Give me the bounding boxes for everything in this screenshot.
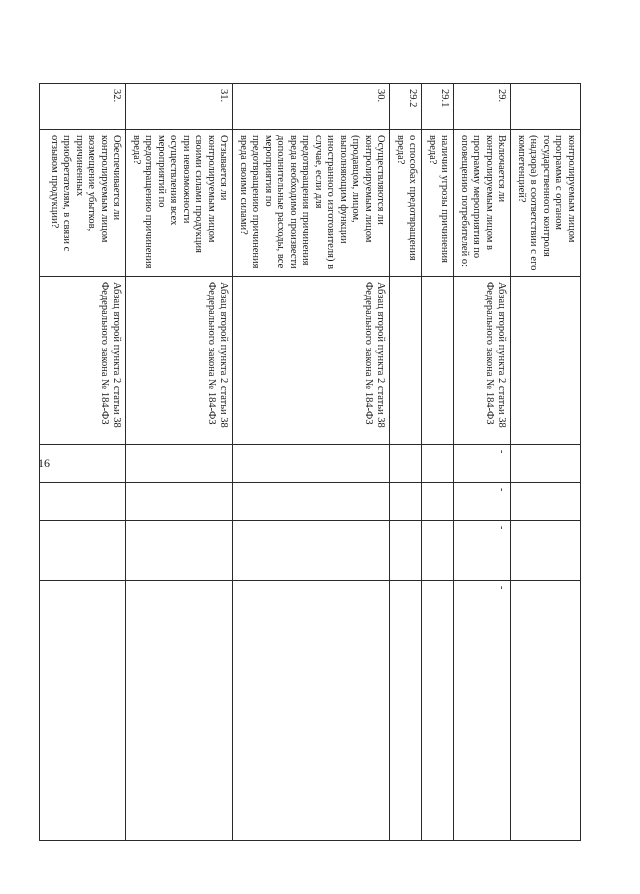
note-cell	[40, 581, 126, 841]
reference-cell	[422, 277, 454, 445]
question-cell: о способах предотвращения вреда?	[390, 130, 422, 277]
answer-yes-cell: -	[454, 445, 511, 483]
row-number	[511, 84, 581, 130]
answer-no-cell	[422, 483, 454, 521]
answer-na-cell: -	[454, 521, 511, 581]
row-number: 32.	[40, 84, 126, 130]
table-row	[233, 84, 390, 841]
answer-no-cell	[511, 483, 581, 521]
answer-na-cell	[422, 521, 454, 581]
answer-yes-cell	[40, 445, 126, 483]
reference-cell: Абзац второй пункта 2 статьи 38 Федерального закона № 184-ФЗ	[233, 277, 390, 445]
rotated-checklist-table	[49, 83, 581, 840]
note-cell	[511, 581, 581, 841]
question-cell: наличии угрозы причинения вреда?	[422, 130, 454, 277]
reference-cell	[390, 277, 422, 445]
note-cell	[390, 581, 422, 841]
answer-yes-cell	[390, 445, 422, 483]
table-row	[454, 84, 511, 841]
note-cell	[422, 581, 454, 841]
checklist-table	[40, 83, 582, 841]
answer-na-cell	[511, 521, 581, 581]
question-cell: Осуществляются ли контролируемым лицом (продавцом, лицом, выполняющим функции иностранного изготовителя) в случае, если для предотвращения причинения вреда необходимо произвести дополнительные расходы, все мероприятия по предотвращению причинения вреда своими силами?	[233, 130, 390, 277]
question-cell: контролируемым лицом программа с органом государственного контроля (надзора) в соответствии с его компетенцией?	[511, 130, 581, 277]
question-cell: Включается ли контролируемым лицом в программу мероприятия по оповещению потребителей о:	[454, 130, 511, 277]
row-number: 31.	[126, 84, 233, 130]
note-cell	[233, 581, 390, 841]
table-row	[126, 84, 233, 841]
row-number: 29.1	[422, 84, 454, 130]
table-row	[40, 84, 126, 841]
answer-na-cell	[390, 521, 422, 581]
answer-no-cell	[233, 483, 390, 521]
answer-yes-cell	[233, 445, 390, 483]
table-row	[390, 84, 422, 841]
answer-yes-cell	[511, 445, 581, 483]
table-row	[511, 84, 581, 841]
answer-yes-cell	[422, 445, 454, 483]
question-cell: Обеспечивается ли контролируемым лицом возмещение убытков, причиненных приобретателям, в связи с отзывом продукции?	[40, 130, 126, 277]
reference-cell: Абзац второй пункта 2 статьи 38 Федерального закона № 184-ФЗ	[40, 277, 126, 445]
answer-no-cell	[126, 483, 233, 521]
answer-na-cell	[126, 521, 233, 581]
reference-cell: Абзац второй пункта 2 статьи 38 Федерального закона № 184-ФЗ	[454, 277, 511, 445]
page-number: 16	[38, 456, 50, 470]
note-cell	[126, 581, 233, 841]
question-cell: Отзывается ли контролируемым лицом своими силами продукция при невозможности осуществления всех мероприятий по предотвращению причинения вреда?	[126, 130, 233, 277]
row-number: 29.	[454, 84, 511, 130]
reference-cell: Абзац второй пункта 2 статьи 38 Федерального закона № 184-ФЗ	[126, 277, 233, 445]
answer-no-cell	[40, 483, 126, 521]
note-cell: -	[454, 581, 511, 841]
reference-cell	[511, 277, 581, 445]
table-row	[422, 84, 454, 841]
answer-na-cell	[40, 521, 126, 581]
row-number: 29.2	[390, 84, 422, 130]
row-number: 30.	[233, 84, 390, 130]
answer-no-cell: -	[454, 483, 511, 521]
answer-no-cell	[390, 483, 422, 521]
answer-na-cell	[233, 521, 390, 581]
answer-yes-cell	[126, 445, 233, 483]
